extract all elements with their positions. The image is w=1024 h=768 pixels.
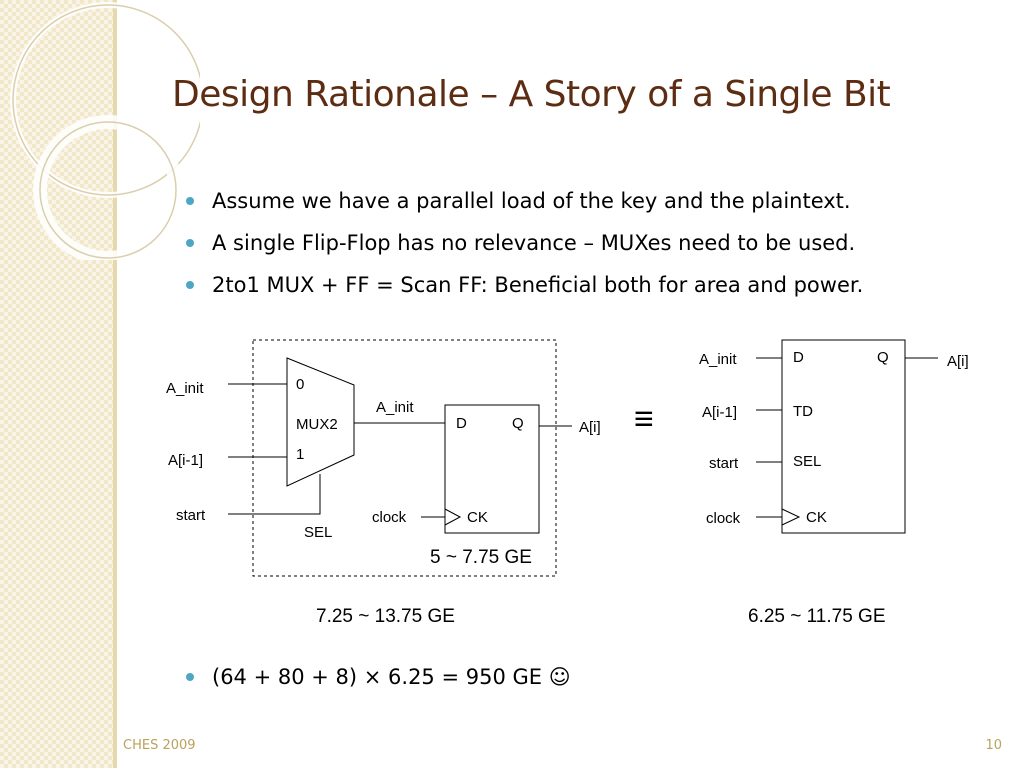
- mux-input-1: 1: [296, 446, 305, 463]
- label-a-init: A_init: [166, 380, 204, 397]
- right-pin-td: TD: [793, 403, 813, 420]
- right-pin-sel: SEL: [793, 453, 822, 470]
- right-label-output: A[i]: [947, 353, 969, 370]
- bullet-list-bottom: [186, 656, 571, 698]
- ff-pin-q: Q: [512, 415, 524, 432]
- right-pin-d: D: [793, 349, 804, 366]
- bullet-text: Assume we have a parallel load of the key and the plaintext.: [212, 189, 851, 213]
- bullet-text: A single Flip-Flop has no relevance – MUXes need to be used.: [212, 231, 856, 255]
- ff-pin-ck: CK: [467, 509, 488, 526]
- right-pin-q: Q: [877, 349, 889, 366]
- bullet-text: 2to1 MUX + FF = Scan FF: Beneficial both for area and power.: [212, 273, 864, 297]
- ff-area-label: 5 ~ 7.75 GE: [430, 547, 532, 568]
- footer-page-number: 10: [985, 738, 1002, 753]
- label-start: start: [176, 507, 206, 524]
- label-clock: clock: [372, 509, 407, 526]
- wire-start-sel: [228, 474, 320, 514]
- label-a-prev: A[i-1]: [168, 452, 204, 469]
- scan-ff-box: [782, 340, 905, 533]
- right-label-clock: clock: [706, 510, 741, 527]
- mux-label: MUX2: [296, 416, 338, 433]
- bullet-dot-icon: [186, 673, 194, 681]
- mux-input-0: 0: [296, 376, 305, 393]
- right-total-area: 6.25 ~ 11.75 GE: [748, 606, 886, 627]
- right-label-start: start: [709, 455, 739, 472]
- right-label-a-init: A_init: [699, 351, 737, 368]
- bullet-item: [186, 656, 571, 698]
- bullet-text: (64 + 80 + 8) × 6.25 = 950 GE ☺: [212, 665, 571, 689]
- wire-label: A_init: [376, 399, 414, 416]
- left-total-area: 7.25 ~ 13.75 GE: [316, 606, 455, 627]
- right-pin-ck: CK: [806, 509, 827, 526]
- sel-label: SEL: [304, 524, 333, 541]
- ff-pin-d: D: [456, 415, 467, 432]
- equivalence-symbol: ≡: [634, 400, 654, 438]
- slide-title: Design Rationale – A Story of a Single Bit: [172, 74, 891, 115]
- footer-conference: CHES 2009: [123, 738, 196, 753]
- right-label-a-prev: A[i-1]: [702, 404, 738, 421]
- label-output: A[i]: [579, 419, 601, 436]
